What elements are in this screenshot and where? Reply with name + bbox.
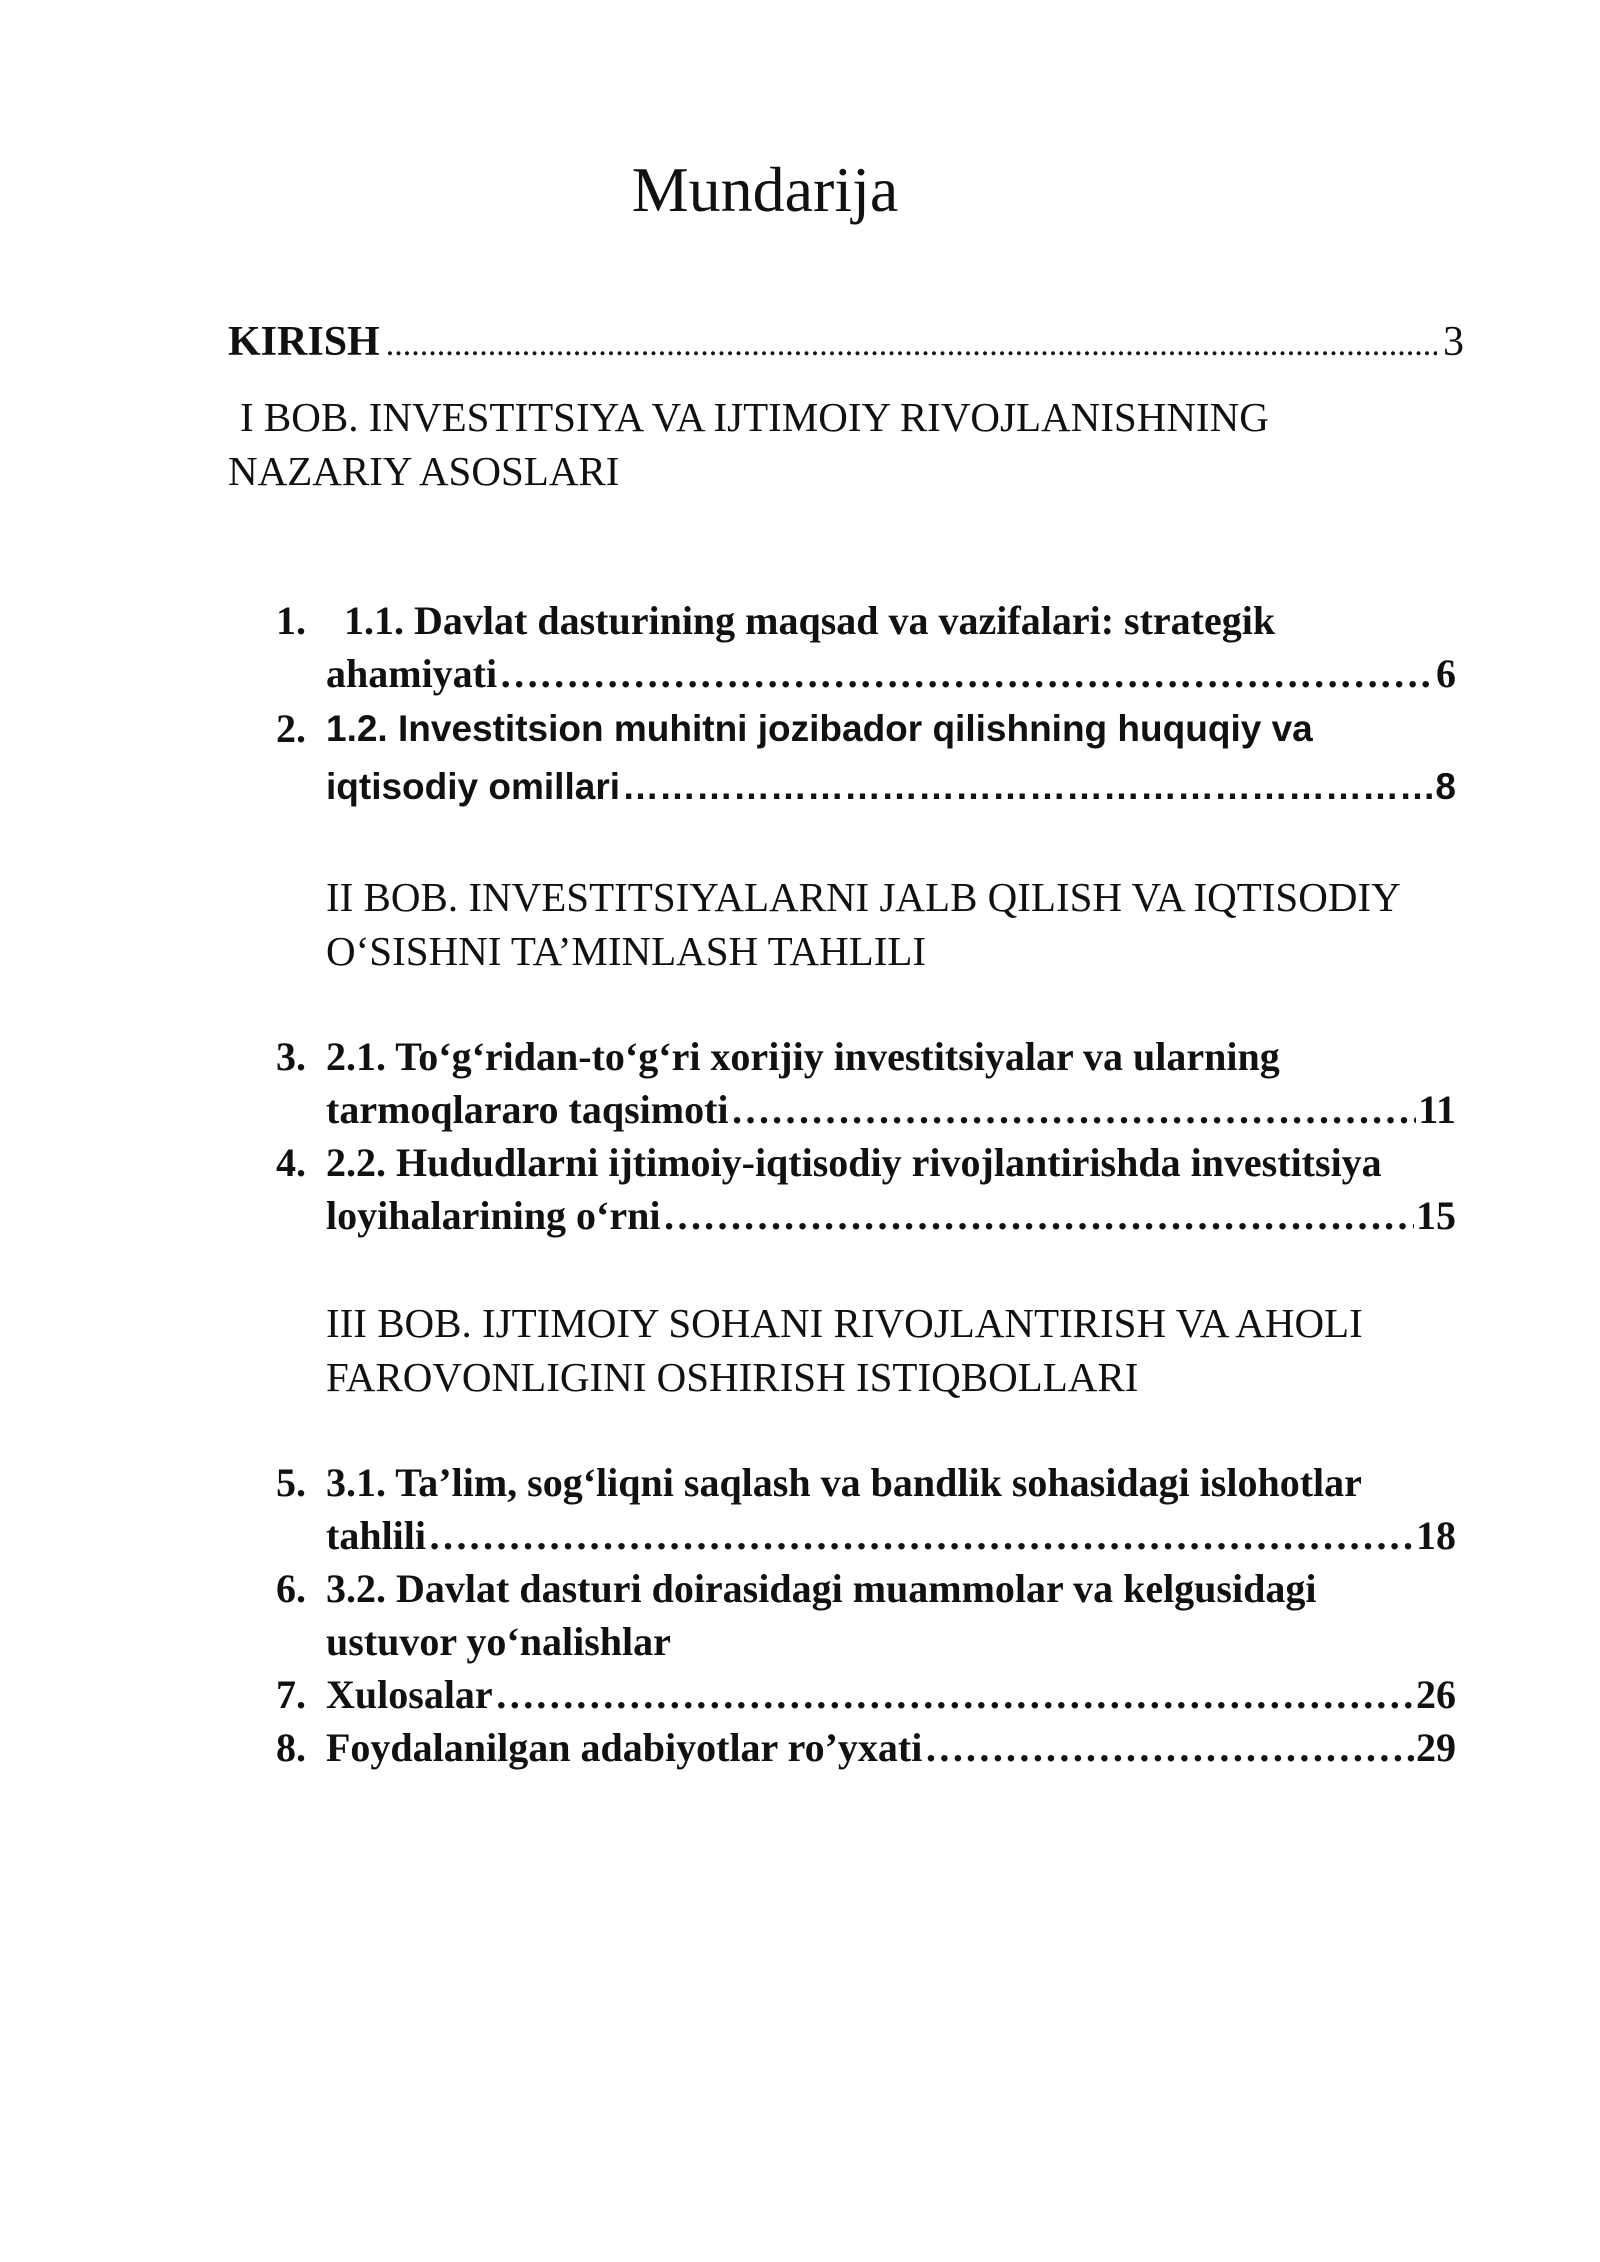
toc-entry-number: 6.	[276, 1566, 306, 1611]
toc-entry-page: 29	[1416, 1725, 1456, 1770]
dot-leader	[622, 758, 1433, 816]
chapter-heading-3	[326, 1296, 1476, 1404]
chapter-heading-line: I BOB. INVESTITSIYA VA IJTIMOIY RIVOJLANISHNING	[240, 394, 1269, 440]
chapter-heading-2	[326, 870, 1476, 978]
toc-entry[interactable]	[276, 1721, 1456, 1774]
toc-entry[interactable]	[276, 1668, 1456, 1721]
toc-entry-page: 18	[1416, 1513, 1456, 1558]
chapter-heading-line: III BOB. IJTIMOIY SOHANI RIVOJLANTIRISH VA AHOLI	[326, 1300, 1363, 1346]
toc-entry[interactable]	[276, 1456, 1456, 1562]
toc-entry-title: 3.1. Ta’lim, sog‘liqni saqlash va bandlik sohasidagi islohotlar	[326, 1460, 1362, 1505]
toc-entry-page: 26	[1416, 1672, 1456, 1717]
toc-intro-page: 3	[1443, 319, 1464, 365]
toc-entry-title: Foydalanilgan adabiyotlar ro’yxati	[326, 1725, 923, 1770]
chapter-heading-1	[228, 390, 1468, 498]
toc-entry-title: 2.2. Hududlarni ijtimoiy-iqtisodiy rivojlantirishda investitsiya	[326, 1140, 1382, 1185]
toc-entry-title-continued: tarmoqlararo taqsimoti	[326, 1087, 729, 1132]
dot-leader	[495, 1668, 1414, 1721]
toc-entry-title-continued: iqtisodiy omillari	[326, 766, 620, 807]
chapter-heading-line: FAROVONLIGINI OSHIRISH ISTIQBOLLARI	[326, 1354, 1139, 1400]
toc-entry-number: 4.	[276, 1140, 306, 1185]
toc-entry[interactable]	[276, 1030, 1456, 1136]
toc-entry-number: 8.	[276, 1725, 306, 1770]
dot-leader	[386, 316, 1437, 371]
page-title: Mundarija	[631, 154, 899, 225]
toc-entry-number: 3.	[276, 1034, 306, 1079]
dot-leader	[731, 1083, 1417, 1136]
toc-entry-title: 2.1. To‘g‘ridan-to‘g‘ri xorijiy investitsiyalar va ularning	[326, 1034, 1280, 1079]
toc-entry-number: 7.	[276, 1672, 306, 1717]
toc-entry-title-continued: ustuvor yo‘nalishlar	[326, 1619, 671, 1664]
dot-leader	[428, 1509, 1414, 1562]
dot-leader	[924, 1721, 1414, 1774]
toc-entry-number: 5.	[276, 1460, 306, 1505]
chapter-heading-line: O‘SISHNI TA’MINLASH TAHLILI	[326, 928, 927, 974]
toc-entry-page: 6	[1436, 651, 1456, 696]
toc-entry-title-continued: tahlili	[326, 1513, 427, 1558]
dot-leader	[663, 1189, 1415, 1242]
toc-entry[interactable]	[276, 1562, 1456, 1668]
toc-entry-page: 15	[1416, 1193, 1456, 1238]
toc-entry[interactable]	[276, 1136, 1456, 1242]
toc-intro-entry[interactable]	[228, 316, 1464, 371]
toc-entry-title: 1.1. Davlat dasturining maqsad va vazifalari: strategik	[344, 598, 1276, 643]
chapter-heading-line: II BOB. INVESTITSIYALARNI JALB QILISH VA IQTISODIY	[326, 874, 1401, 920]
toc-entry[interactable]	[276, 594, 1456, 700]
toc-entry-title: 1.2. Investitsion muhitni jozibador qilishning huquqiy va	[326, 708, 1313, 749]
toc-entry-title-continued: loyihalarining o‘rni	[326, 1193, 661, 1238]
toc-intro-label: KIRISH	[228, 319, 380, 365]
toc-entry-title: 3.2. Davlat dasturi doirasidagi muammolar va kelgusidagi	[326, 1566, 1317, 1611]
toc-entry[interactable]	[276, 700, 1456, 816]
chapter-heading-line: NAZARIY ASOSLARI	[228, 448, 620, 494]
toc-entry-title: Xulosalar	[326, 1672, 493, 1717]
toc-entry-title-continued: ahamiyati	[326, 651, 498, 696]
toc-entry-page: 8	[1435, 766, 1456, 807]
toc-entry-number: 2.	[276, 706, 306, 751]
dot-leader	[499, 647, 1434, 700]
toc-entry-page: 11	[1418, 1087, 1456, 1132]
toc-entry-number: 1.	[276, 598, 306, 643]
